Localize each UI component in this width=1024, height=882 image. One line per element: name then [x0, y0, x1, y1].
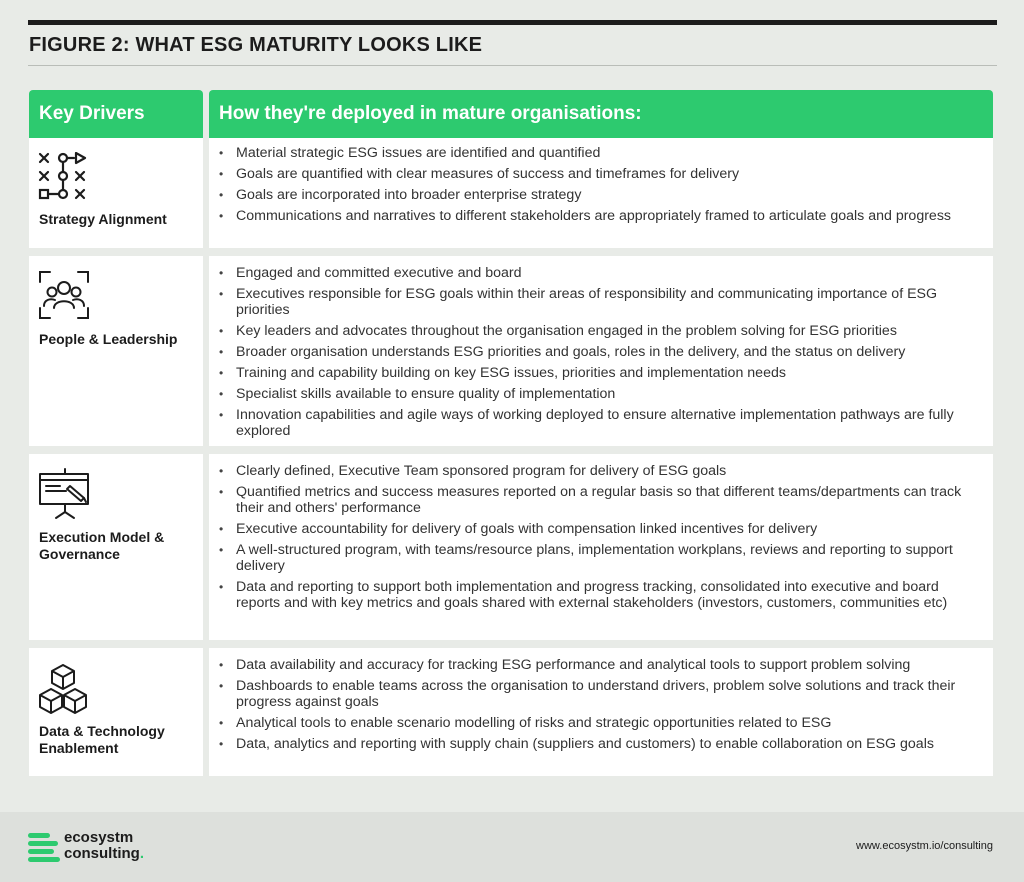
list-item: • Executives responsible for ESG goals within their areas of responsibility and communicating importance of ESG priorities: [219, 286, 983, 318]
ecosystm-logo-icon: [28, 833, 60, 868]
list-item: • Data availability and accuracy for tracking ESG performance and analytical tools to support problem solving: [219, 657, 983, 673]
list-item: • Broader organisation understands ESG priorities and goals, roles in the delivery, and the status on delivery: [219, 344, 983, 360]
list-item: • Goals are incorporated into broader enterprise strategy: [219, 187, 983, 203]
bullet-list: [219, 657, 983, 757]
list-item: • Data, analytics and reporting with supply chain (suppliers and customers) to enable collaboration on ESG goals: [219, 736, 983, 752]
list-item: • Specialist skills available to ensure quality of implementation: [219, 386, 983, 402]
driver-cell-strategy: [29, 138, 203, 248]
footer-url[interactable]: www.ecosystm.io/consulting: [856, 840, 993, 852]
figure-title: FIGURE 2: WHAT ESG MATURITY LOOKS LIKE: [29, 34, 483, 56]
driver-cell-people: [29, 256, 203, 446]
title-rule: [28, 65, 997, 66]
list-item: • Communications and narratives to different stakeholders are appropriately framed to articulate goals and progress: [219, 208, 983, 224]
header-deployment: How they're deployed in mature organisations:: [209, 90, 993, 138]
list-item: • Innovation capabilities and agile ways of working deployed to ensure alternative implementation pathways are fully explored: [219, 407, 983, 439]
driver-label: Data & Technology Enablement: [39, 723, 165, 756]
presentation-board-icon: [38, 468, 92, 525]
list-item: • Goals are quantified with clear measures of success and timeframes for delivery: [219, 166, 983, 182]
list-item: • Clearly defined, Executive Team sponsored program for delivery of ESG goals: [219, 463, 983, 479]
list-item: • A well-structured program, with teams/resource plans, implementation workplans, reviews and reporting to support delivery: [219, 542, 983, 574]
people-icon: [38, 270, 90, 327]
deployment-cell-execution: [209, 454, 993, 640]
bullet-list: [219, 265, 983, 444]
logo-dot: .: [139, 845, 144, 862]
logo-line2: consulting: [64, 845, 140, 862]
list-item: • Engaged and committed executive and board: [219, 265, 983, 281]
driver-label: People & Leadership: [39, 331, 178, 347]
top-divider: [28, 20, 997, 25]
list-item: • Training and capability building on key ESG issues, priorities and implementation needs: [219, 365, 983, 381]
list-item: • Dashboards to enable teams across the organisation to understand drivers, problem solve solutions and track their progress against goals: [219, 678, 983, 710]
list-item: • Material strategic ESG issues are identified and quantified: [219, 145, 983, 161]
driver-label: Execution Model & Governance: [39, 529, 165, 562]
cubes-icon: [38, 664, 92, 721]
brand-logo: [64, 830, 144, 862]
deployment-cell-people: [209, 256, 993, 446]
strategy-icon: [38, 152, 90, 207]
bullet-list: [219, 463, 983, 616]
list-item: • Key leaders and advocates throughout the organisation engaged in the problem solving for ESG priorities: [219, 323, 983, 339]
bullet-list: [219, 145, 983, 229]
header-key-drivers: Key Drivers: [29, 90, 203, 138]
logo-line1: ecosystm: [64, 829, 134, 846]
list-item: • Data and reporting to support both implementation and progress tracking, consolidated into executive and board reports and with key metrics and goals shared with external stakeholders (investors, customers, communities etc): [219, 579, 983, 611]
deployment-cell-data-technology: [209, 648, 993, 776]
driver-cell-data-technology: [29, 648, 203, 776]
driver-label: Strategy Alignment: [39, 211, 167, 227]
list-item: • Quantified metrics and success measures reported on a regular basis so that different teams/departments can track their and others' performance: [219, 484, 983, 516]
driver-cell-execution: [29, 454, 203, 640]
list-item: • Executive accountability for delivery of goals with compensation linked incentives for delivery: [219, 521, 983, 537]
list-item: • Analytical tools to enable scenario modelling of risks and strategic opportunities related to ESG: [219, 715, 983, 731]
deployment-cell-strategy: [209, 138, 993, 248]
